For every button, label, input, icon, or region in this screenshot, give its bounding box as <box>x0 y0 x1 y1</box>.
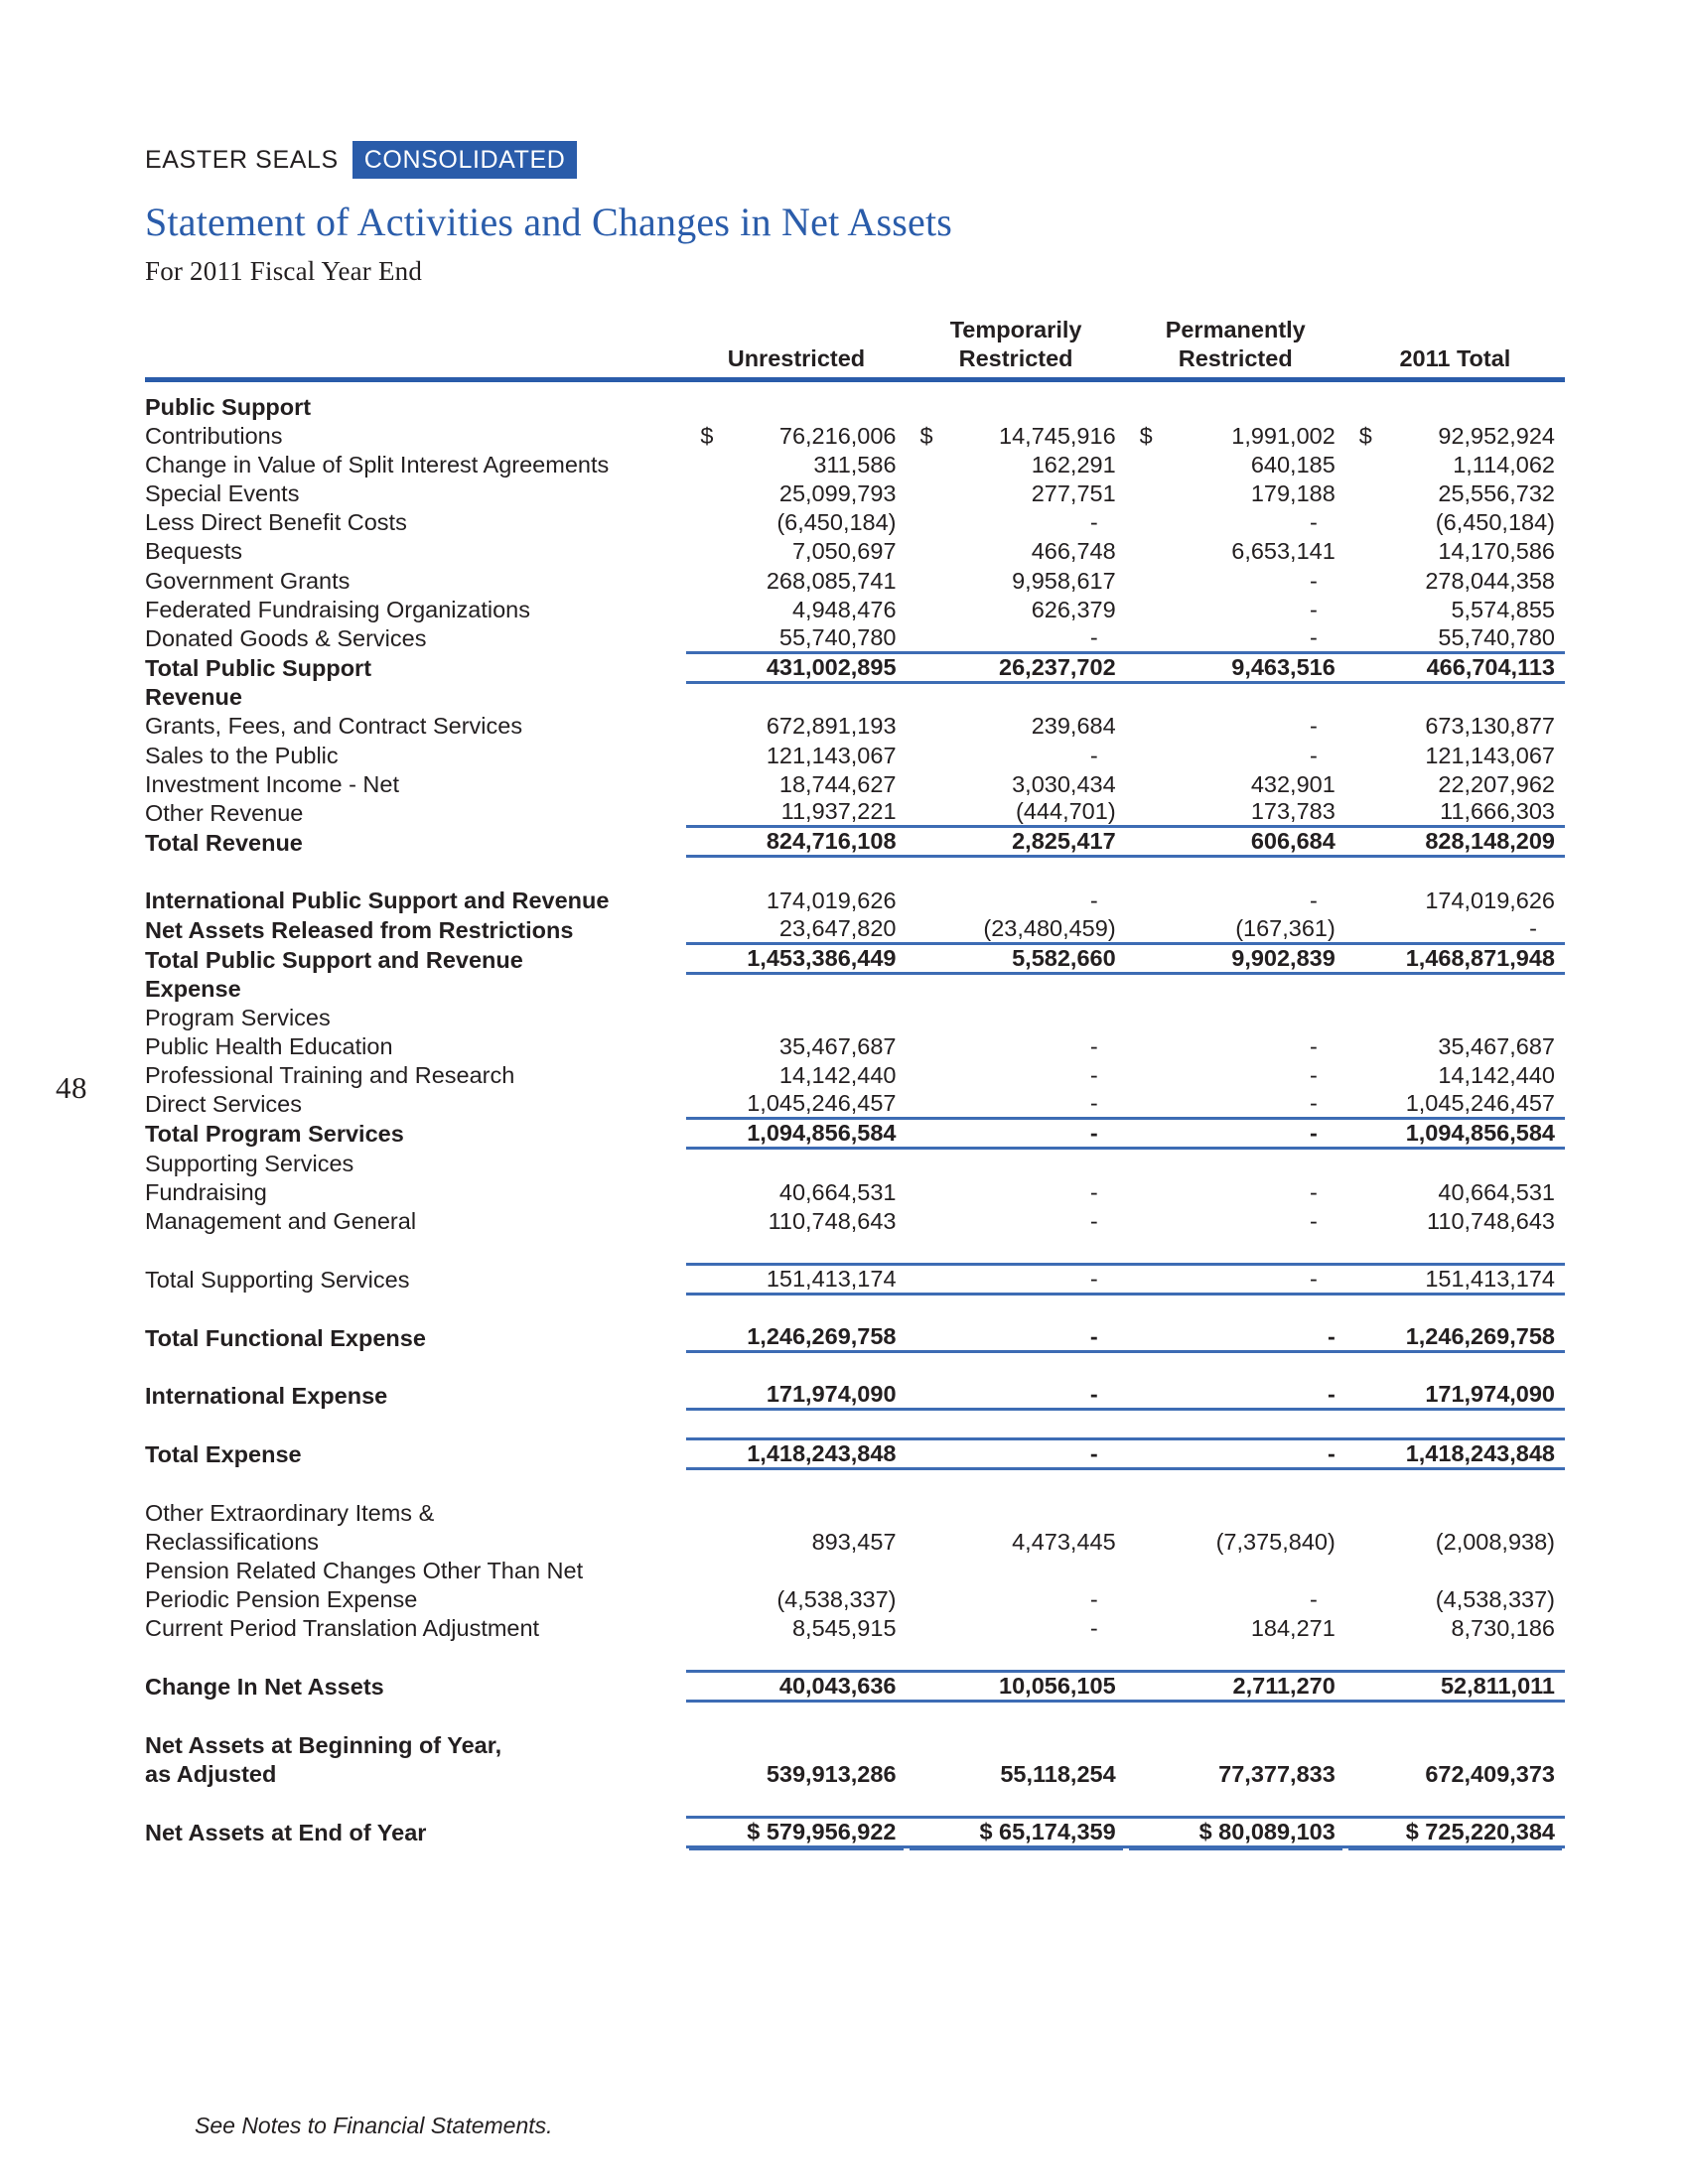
row-value-total: 466,704,113 <box>1345 652 1565 682</box>
row-value-unrestricted: 40,043,636 <box>686 1671 906 1701</box>
row-value-unrestricted: 1,246,269,758 <box>686 1322 906 1351</box>
row-value-permanently-restricted: 77,377,833 <box>1218 1761 1336 1787</box>
row-label: Total Public Support and Revenue <box>145 946 523 973</box>
row-value-unrestricted: 7,050,697 <box>791 538 897 565</box>
subsection-heading-supporting-services: Supporting Services <box>145 1150 354 1176</box>
row-label: Periodic Pension Expense <box>145 1586 418 1613</box>
row-value-total: 673,130,877 <box>1425 713 1555 740</box>
masthead-organization: EASTER SEALS <box>145 146 339 174</box>
row-value-temporarily-restricted: - <box>907 1264 1126 1294</box>
row-value-permanently-restricted: - <box>1309 742 1318 768</box>
row-value-unrestricted: $ 579,956,922 <box>686 1817 906 1846</box>
page-subtitle: For 2011 Fiscal Year End <box>145 256 423 286</box>
row-label: Donated Goods & Services <box>145 625 427 651</box>
row-label: Public Health Education <box>145 1033 393 1060</box>
row-value-total: 1,418,243,848 <box>1345 1438 1565 1468</box>
row-value-temporarily-restricted: - <box>1089 1178 1098 1205</box>
row-value-temporarily-restricted: - <box>907 1322 1126 1351</box>
table-row <box>145 1206 1565 1235</box>
row-value-total: 14,170,586 <box>1438 538 1555 565</box>
row-value-permanently-restricted: - <box>1126 1264 1345 1294</box>
row-value-unrestricted: 174,019,626 <box>766 887 897 914</box>
currency-symbol: $ <box>1139 422 1153 449</box>
row-label: Total Program Services <box>145 1121 404 1148</box>
table-total-row <box>145 1118 1565 1148</box>
row-value-temporarily-restricted: 3,030,434 <box>1012 770 1116 797</box>
row-value-permanently-restricted: - <box>1126 1438 1345 1468</box>
row-value-total: 121,143,067 <box>1425 742 1555 768</box>
spacer-row <box>145 1235 1565 1264</box>
row-value-temporarily-restricted: - <box>1089 509 1098 536</box>
row-value-permanently-restricted: $ 80,089,103 <box>1126 1817 1345 1846</box>
row-value-permanently-restricted: (7,375,840) <box>1215 1528 1336 1555</box>
row-value-temporarily-restricted: 10,056,105 <box>907 1671 1126 1701</box>
table-row <box>145 595 1565 623</box>
section-heading-public-support: Public Support <box>145 393 312 420</box>
row-value-unrestricted: 1,453,386,449 <box>686 944 906 974</box>
table-row <box>145 1177 1565 1206</box>
row-value-unrestricted: 110,748,643 <box>768 1208 897 1234</box>
column-header-unrestricted: Unrestricted <box>727 344 866 371</box>
row-value-unrestricted: 18,744,627 <box>778 770 897 797</box>
row-value-permanently-restricted: - <box>1309 887 1318 914</box>
row-value-temporarily-restricted: (23,480,459) <box>907 914 1126 943</box>
row-value-unrestricted: 1,094,856,584 <box>686 1118 906 1148</box>
row-value-temporarily-restricted: - <box>907 1118 1126 1148</box>
footnote-see-notes: See Notes to Financial Statements. <box>195 2113 553 2138</box>
row-label-line1: Pension Related Changes Other Than Net <box>145 1557 584 1583</box>
row-value-permanently-restricted: - <box>1126 623 1345 652</box>
column-header-2011-total: 2011 Total <box>1399 344 1511 371</box>
row-value-unrestricted: 171,974,090 <box>686 1381 906 1410</box>
subsection-heading-program-services: Program Services <box>145 1004 331 1030</box>
row-label: Professional Training and Research <box>145 1062 515 1089</box>
row-value-temporarily-restricted: - <box>907 623 1126 652</box>
row-value-total: 110,748,643 <box>1427 1208 1555 1234</box>
row-value-total: 25,556,732 <box>1438 480 1555 507</box>
table-row <box>145 769 1565 798</box>
row-value-permanently-restricted: 640,185 <box>1250 451 1336 478</box>
row-value-unrestricted: 8,545,915 <box>791 1615 897 1642</box>
row-value-permanently-restricted: 173,783 <box>1126 798 1345 827</box>
row-value-permanently-restricted: (167,361) <box>1126 914 1345 943</box>
table-row <box>145 1730 1565 1759</box>
table-row <box>145 1031 1565 1060</box>
row-label: as Adjusted <box>145 1761 277 1787</box>
row-value-total: 8,730,186 <box>1451 1615 1555 1642</box>
section-heading-expense: Expense <box>145 975 241 1002</box>
row-value-permanently-restricted: 184,271 <box>1250 1615 1336 1642</box>
row-value-unrestricted: 35,467,687 <box>778 1033 897 1060</box>
row-value-permanently-restricted: 432,901 <box>1250 770 1336 797</box>
row-value-permanently-restricted: - <box>1309 713 1318 740</box>
table-total-row <box>145 652 1565 682</box>
subsection-heading-row <box>145 1148 1565 1176</box>
table-total-row <box>145 1264 1565 1294</box>
row-label: International Public Support and Revenue <box>145 887 610 914</box>
row-value-total: (6,450,184) <box>1435 509 1555 536</box>
row-value-total: 174,019,626 <box>1425 887 1555 914</box>
spacer-row <box>145 1642 1565 1671</box>
table-row <box>145 798 1565 827</box>
row-value-unrestricted: 311,586 <box>813 451 897 478</box>
table-row <box>145 1497 1565 1526</box>
table-total-row <box>145 1322 1565 1351</box>
table-row <box>145 478 1565 507</box>
table-row <box>145 565 1565 594</box>
column-header-temporarily-restricted: Temporarily Restricted <box>949 317 1082 371</box>
row-value-temporarily-restricted: 277,751 <box>1031 480 1116 507</box>
page-title: Statement of Activities and Changes in Net Assets <box>145 200 953 244</box>
row-value-total: 1,094,856,584 <box>1345 1118 1565 1148</box>
row-label: Total Expense <box>145 1441 302 1468</box>
table-row <box>145 1381 1565 1410</box>
row-label: Management and General <box>145 1208 417 1234</box>
row-value-unrestricted: (6,450,184) <box>776 509 897 536</box>
row-value-total: 5,574,855 <box>1451 596 1555 622</box>
row-value-temporarily-restricted: - <box>1089 1586 1098 1613</box>
row-label: Less Direct Benefit Costs <box>145 509 407 536</box>
table-total-row <box>145 1671 1565 1701</box>
row-label: Change in Value of Split Interest Agreements <box>145 451 610 478</box>
table-row <box>145 421 1565 450</box>
row-value-total: 278,044,358 <box>1425 567 1555 594</box>
row-value-temporarily-restricted: - <box>907 1381 1126 1410</box>
row-value-permanently-restricted: - <box>1309 567 1318 594</box>
table-row <box>145 886 1565 914</box>
table-row <box>145 1089 1565 1118</box>
row-label-line1: Other Extraordinary Items & <box>145 1499 435 1526</box>
currency-symbol: $ <box>700 422 714 449</box>
row-value-unrestricted: 25,099,793 <box>778 480 897 507</box>
row-value-unrestricted: $ 76,216,006 <box>686 421 906 450</box>
row-value-unrestricted: 431,002,895 <box>686 652 906 682</box>
table-header-row <box>145 316 1565 380</box>
row-label: Total Supporting Services <box>145 1267 410 1294</box>
header-rule-line <box>145 380 1565 392</box>
row-value-total: 1,045,246,457 <box>1345 1089 1565 1118</box>
row-label: Grants, Fees, and Contract Services <box>145 713 523 740</box>
row-value-permanently-restricted: - <box>1309 509 1318 536</box>
row-value-unrestricted: 539,913,286 <box>766 1761 897 1787</box>
row-value-temporarily-restricted: - <box>1089 1062 1098 1089</box>
row-label: Bequests <box>145 538 242 565</box>
row-value-total: 35,467,687 <box>1438 1033 1555 1060</box>
row-value-total: 1,246,269,758 <box>1345 1322 1565 1351</box>
row-value-total: - <box>1345 914 1565 943</box>
table-row <box>145 1060 1565 1089</box>
row-value-total: 14,142,440 <box>1438 1062 1555 1089</box>
row-value-unrestricted: 55,740,780 <box>686 623 906 652</box>
row-value-permanently-restricted: 9,902,839 <box>1126 944 1345 974</box>
row-value-temporarily-restricted: 9,958,617 <box>1012 567 1116 594</box>
row-value-temporarily-restricted: 5,582,660 <box>907 944 1126 974</box>
table-row <box>145 740 1565 768</box>
section-heading-row <box>145 391 1565 420</box>
row-value-unrestricted: 824,716,108 <box>686 827 906 857</box>
row-value-total: (2,008,938) <box>1435 1528 1555 1555</box>
row-value-total: 828,148,209 <box>1345 827 1565 857</box>
section-heading-revenue: Revenue <box>145 684 242 711</box>
table-row <box>145 507 1565 536</box>
row-value-total: 52,811,011 <box>1345 1671 1565 1701</box>
section-heading-row <box>145 974 1565 1003</box>
masthead-consolidated-tag: CONSOLIDATED <box>352 141 578 179</box>
row-value-temporarily-restricted: 626,379 <box>1031 596 1116 622</box>
row-value-temporarily-restricted: - <box>1089 742 1098 768</box>
row-label: Investment Income - Net <box>145 770 399 797</box>
row-label: Contributions <box>145 422 283 449</box>
row-label: Fundraising <box>145 1178 267 1205</box>
subsection-heading-row <box>145 1003 1565 1031</box>
row-label: Government Grants <box>145 567 351 594</box>
table-row <box>145 914 1565 943</box>
row-value-permanently-restricted: - <box>1126 1381 1345 1410</box>
row-value-permanently-restricted: 9,463,516 <box>1126 652 1345 682</box>
table-total-row <box>145 1438 1565 1468</box>
row-value-permanently-restricted: 6,653,141 <box>1231 538 1336 565</box>
row-value-unrestricted: 4,948,476 <box>791 596 897 622</box>
row-label: Other Revenue <box>145 799 304 826</box>
row-value-temporarily-restricted: (444,701) <box>907 798 1126 827</box>
row-value-temporarily-restricted: 466,748 <box>1031 538 1116 565</box>
row-value-permanently-restricted: 2,711,270 <box>1126 1671 1345 1701</box>
table-row <box>145 711 1565 740</box>
row-label: Current Period Translation Adjustment <box>145 1615 540 1642</box>
row-label: Net Assets at End of Year <box>145 1820 427 1846</box>
row-value-permanently-restricted: - <box>1309 1178 1318 1205</box>
row-value-unrestricted: 23,647,820 <box>686 914 906 943</box>
row-value-unrestricted: 1,045,246,457 <box>686 1089 906 1118</box>
row-value-permanently-restricted: - <box>1126 1118 1345 1148</box>
row-value-unrestricted: 268,085,741 <box>766 567 897 594</box>
row-value-unrestricted: 893,457 <box>811 1528 897 1555</box>
row-value-temporarily-restricted: - <box>1089 1208 1098 1234</box>
row-value-total: 40,664,531 <box>1438 1178 1555 1205</box>
column-header-blank <box>145 316 686 380</box>
table-row <box>145 623 1565 652</box>
currency-symbol: $ <box>1358 422 1372 449</box>
row-value-temporarily-restricted: $ 65,174,359 <box>907 1817 1126 1846</box>
currency-symbol: $ <box>919 422 933 449</box>
spacer-row <box>145 857 1565 886</box>
spacer-row <box>145 1701 1565 1729</box>
row-value-unrestricted: 1,418,243,848 <box>686 1438 906 1468</box>
row-label: Total Functional Expense <box>145 1324 426 1351</box>
masthead <box>145 141 577 179</box>
row-value-unrestricted: (4,538,337) <box>776 1586 897 1613</box>
table-grand-total-row <box>145 1817 1565 1846</box>
table-row <box>145 1527 1565 1556</box>
row-value-temporarily-restricted: 239,684 <box>1031 713 1116 740</box>
row-value-unrestricted: 151,413,174 <box>686 1264 906 1294</box>
table-total-row <box>145 944 1565 974</box>
spacer-row <box>145 1788 1565 1817</box>
row-value-permanently-restricted: 606,684 <box>1126 827 1345 857</box>
row-label: Net Assets Released from Restrictions <box>145 916 574 943</box>
row-value-unrestricted: 11,937,221 <box>686 798 906 827</box>
row-value-total: 1,114,062 <box>1453 451 1555 478</box>
row-value-temporarily-restricted: 4,473,445 <box>1012 1528 1116 1555</box>
row-value-temporarily-restricted: - <box>1089 1615 1098 1642</box>
row-value-unrestricted: 14,142,440 <box>778 1062 897 1089</box>
row-value-permanently-restricted: - <box>1309 1208 1318 1234</box>
table-row <box>145 1759 1565 1788</box>
row-value-total: 11,666,303 <box>1345 798 1565 827</box>
row-label: Total Public Support <box>145 655 372 681</box>
section-heading-row <box>145 682 1565 711</box>
row-label-line1: Net Assets at Beginning of Year, <box>145 1731 502 1758</box>
row-value-temporarily-restricted: - <box>907 1438 1126 1468</box>
row-value-unrestricted: 672,891,193 <box>766 713 897 740</box>
row-value-permanently-restricted: - <box>1309 596 1318 622</box>
row-value-temporarily-restricted: 55,118,254 <box>1000 1761 1116 1787</box>
row-value-total: $ 725,220,384 <box>1345 1817 1565 1846</box>
table-row <box>145 1613 1565 1642</box>
row-value-permanently-restricted: - <box>1126 1322 1345 1351</box>
row-label: Direct Services <box>145 1091 303 1118</box>
row-label: Sales to the Public <box>145 742 339 768</box>
row-value-total: 22,207,962 <box>1438 770 1555 797</box>
row-value-total: 672,409,373 <box>1425 1761 1555 1787</box>
row-value-total: 1,468,871,948 <box>1345 944 1565 974</box>
row-value-permanently-restricted: $ 1,991,002 <box>1126 421 1345 450</box>
row-label: International Expense <box>145 1382 388 1409</box>
row-value-unrestricted: 40,664,531 <box>778 1178 897 1205</box>
row-value-temporarily-restricted: - <box>1089 887 1098 914</box>
row-value-permanently-restricted: - <box>1309 1062 1318 1089</box>
table-row <box>145 450 1565 478</box>
spacer-row <box>145 1468 1565 1497</box>
row-value-permanently-restricted: - <box>1126 1089 1345 1118</box>
table-row <box>145 536 1565 565</box>
row-value-unrestricted: 121,143,067 <box>766 742 897 768</box>
row-label: Reclassifications <box>145 1528 320 1555</box>
table-row <box>145 1556 1565 1584</box>
row-value-total: 171,974,090 <box>1345 1381 1565 1410</box>
row-value-temporarily-restricted: - <box>907 1089 1126 1118</box>
spacer-row <box>145 1410 1565 1438</box>
row-value-total: 151,413,174 <box>1345 1264 1565 1294</box>
row-value-temporarily-restricted: 162,291 <box>1031 451 1116 478</box>
row-value-temporarily-restricted: 26,237,702 <box>907 652 1126 682</box>
spacer-row <box>145 1294 1565 1322</box>
row-value-total: $ 92,952,924 <box>1345 421 1565 450</box>
row-value-permanently-restricted: - <box>1309 1586 1318 1613</box>
row-value-permanently-restricted: - <box>1309 1033 1318 1060</box>
row-value-total: 55,740,780 <box>1345 623 1565 652</box>
spacer-row <box>145 1352 1565 1381</box>
row-value-total: (4,538,337) <box>1435 1586 1555 1613</box>
table-total-row <box>145 827 1565 857</box>
table-row <box>145 1584 1565 1613</box>
row-value-temporarily-restricted: $ 14,745,916 <box>907 421 1126 450</box>
row-label: Total Revenue <box>145 829 303 856</box>
row-label: Change In Net Assets <box>145 1674 384 1701</box>
row-label: Federated Fundraising Organizations <box>145 596 530 622</box>
row-label: Special Events <box>145 480 300 507</box>
row-value-permanently-restricted: 179,188 <box>1250 480 1336 507</box>
row-value-temporarily-restricted: - <box>1089 1033 1098 1060</box>
column-header-permanently-restricted: Permanently Restricted <box>1165 317 1306 371</box>
header-rule <box>145 380 1565 392</box>
statement-table <box>145 316 1565 1848</box>
page-number: 48 <box>56 1070 87 1105</box>
row-value-temporarily-restricted: 2,825,417 <box>907 827 1126 857</box>
